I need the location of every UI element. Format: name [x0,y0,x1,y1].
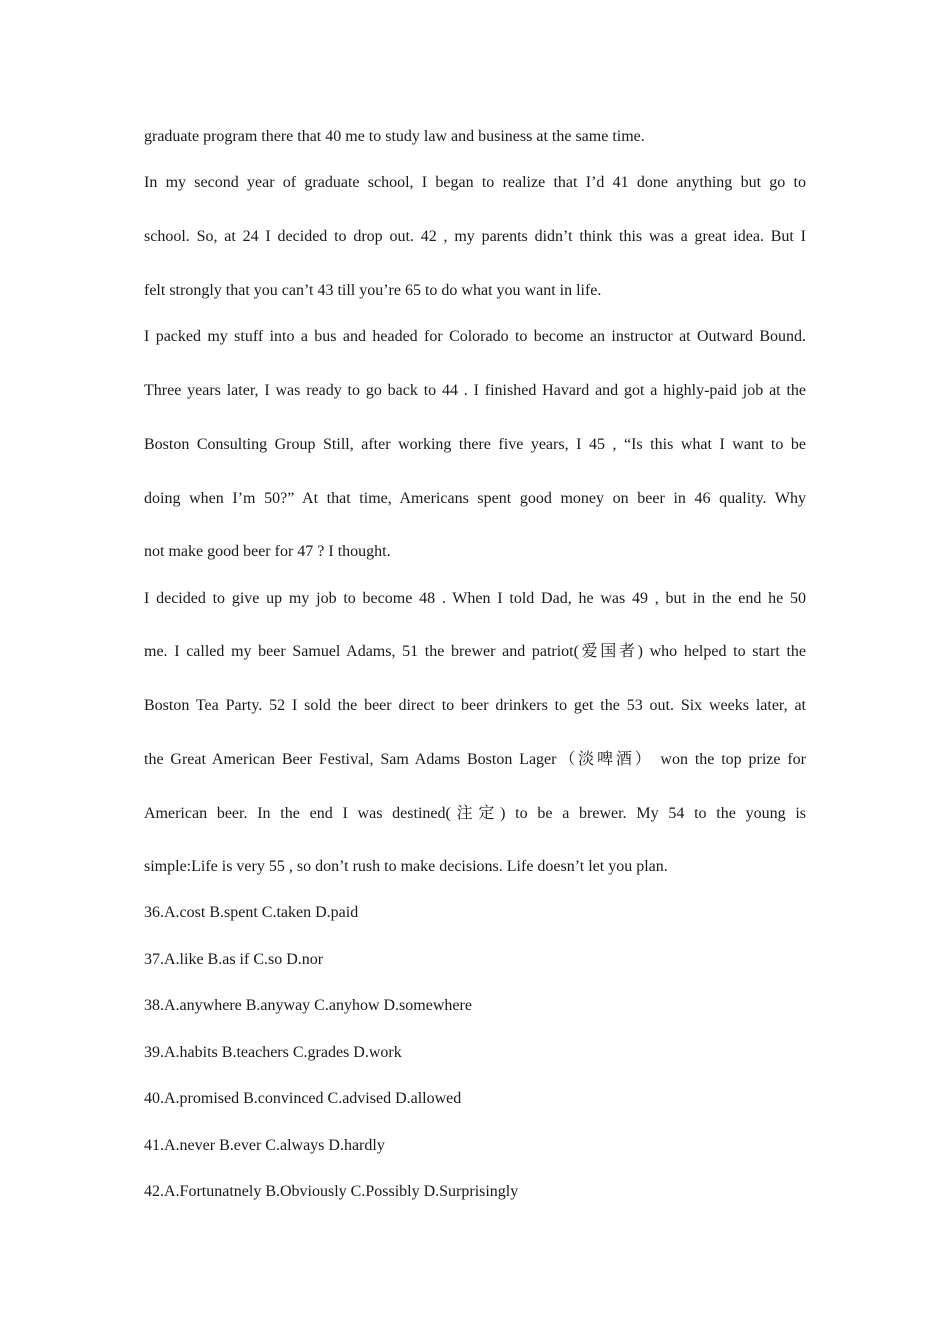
passage-line: American beer. In the end I was destined(注定) to be a brewer. My 54 to the young is [144,805,806,822]
passage-line: felt strongly that you can’t 43 till you’re 65 to do what you want in life. [144,282,602,299]
passage-line: me. I called my beer Samuel Adams, 51 the brewer and patriot(爱国者) who helped to start the [144,643,806,660]
passage-line: Three years later, I was ready to go back to 44 . I finished Havard and got a highly-paid job at the [144,382,806,399]
passage-line: Boston Tea Party. 52 I sold the beer direct to beer drinkers to get the 53 out. Six weeks later, at [144,697,806,714]
option-line-37: 37.A.like B.as if C.so D.nor [144,951,324,968]
passage-line: school. So, at 24 I decided to drop out. 42 , my parents didn’t think this was a great idea. But I [144,228,806,245]
option-line-40: 40.A.promised B.convinced C.advised D.allowed [144,1090,462,1107]
passage-line: In my second year of graduate school, I began to realize that I’d 41 done anything but go to [144,174,806,191]
passage-line: doing when I’m 50?” At that time, Americans spent good money on beer in 46 quality. Why [144,490,806,507]
passage-line: I decided to give up my job to become 48 . When I told Dad, he was 49 , but in the end he 50 [144,590,806,607]
option-line-39: 39.A.habits B.teachers C.grades D.work [144,1044,402,1061]
passage-line: simple:Life is very 55 , so don’t rush to make decisions. Life doesn’t let you plan. [144,858,668,875]
option-line-42: 42.A.Fortunatnely B.Obviously C.Possibly D.Surprisingly [144,1183,519,1200]
passage-line: the Great American Beer Festival, Sam Adams Boston Lager（淡啤酒） won the top prize for [144,751,806,768]
option-line-36: 36.A.cost B.spent C.taken D.paid [144,904,359,921]
option-line-41: 41.A.never B.ever C.always D.hardly [144,1137,385,1154]
option-line-38: 38.A.anywhere B.anyway C.anyhow D.somewhere [144,997,472,1014]
passage-line: not make good beer for 47 ? I thought. [144,543,391,560]
passage-line: I packed my stuff into a bus and headed for Colorado to become an instructor at Outward Bound. [144,328,806,345]
passage-line: graduate program there that 40 me to study law and business at the same time. [144,128,645,145]
passage-line: Boston Consulting Group Still, after working there five years, I 45 , “Is this what I want to be [144,436,806,453]
